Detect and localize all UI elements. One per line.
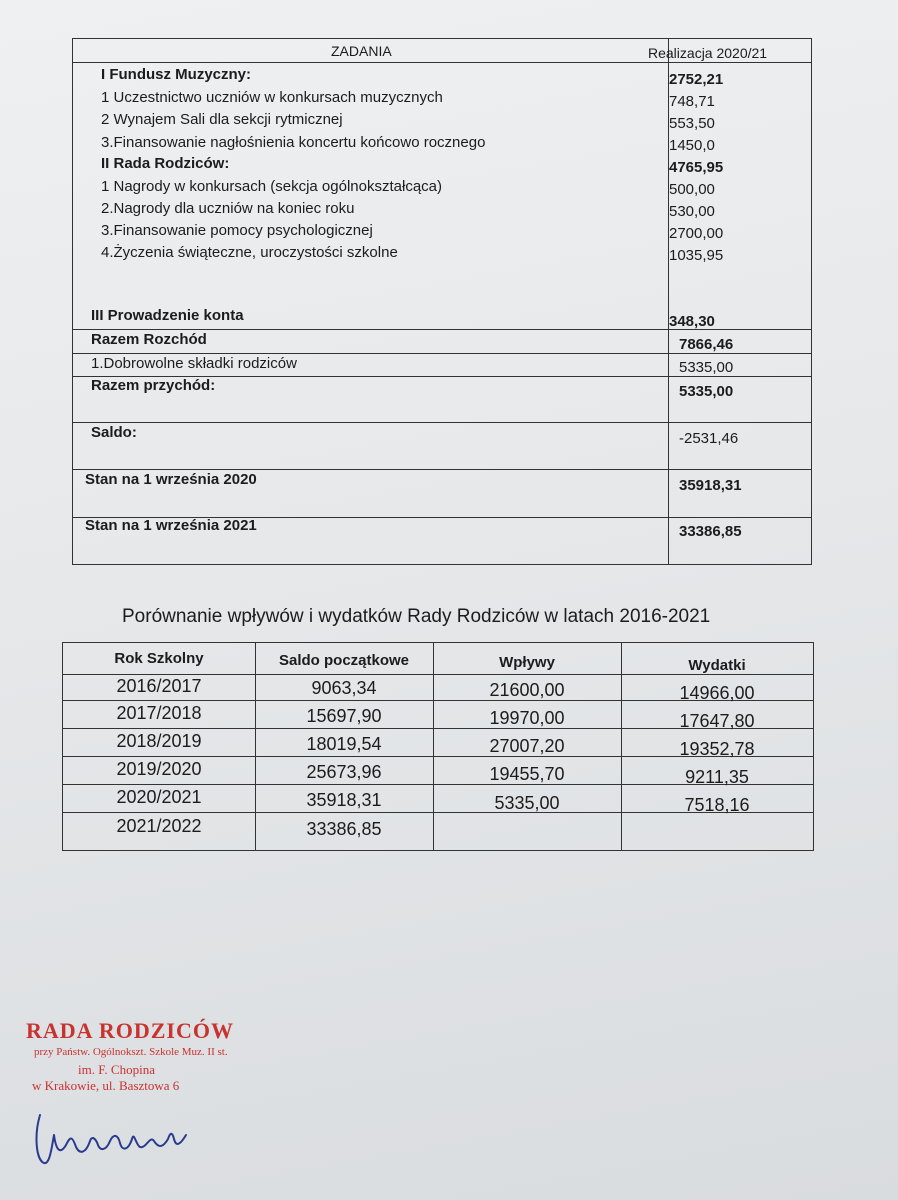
- budget-label: 1 Nagrody w konkursach (sekcja ogólnokształcąca): [101, 178, 442, 195]
- budget-value: 748,71: [669, 93, 715, 110]
- table-cell: 35918,31: [306, 790, 382, 810]
- table-cell: 14966,00: [679, 683, 755, 703]
- comparison-table: [62, 642, 814, 851]
- budget-label: III Prowadzenie konta: [91, 307, 244, 324]
- table-cell: 25673,96: [306, 762, 382, 782]
- stamp-line: w Krakowie, ul. Basztowa 6: [32, 1078, 180, 1093]
- table-cell: 9211,35: [685, 767, 749, 787]
- budget-label: 3.Finansowanie pomocy psychologicznej: [101, 222, 373, 239]
- budget-value: 33386,85: [679, 523, 742, 540]
- budget-value: 348,30: [669, 313, 715, 330]
- stamp-line: im. F. Chopina: [78, 1062, 155, 1077]
- table-cell: 27007,20: [489, 736, 565, 756]
- stamp-line: przy Państw. Ogólnokszt. Szkole Muz. II st.: [34, 1046, 228, 1058]
- budget-value: 500,00: [669, 181, 715, 198]
- budget-table: [72, 38, 812, 565]
- budget-value: 2752,21: [669, 71, 724, 88]
- budget-value: 5335,00: [679, 383, 734, 400]
- budget-label: Razem Rozchód: [91, 331, 207, 348]
- column-header: Saldo początkowe: [278, 652, 410, 669]
- table-cell: 2016/2017: [116, 676, 202, 696]
- table-cell: 19970,00: [489, 708, 565, 728]
- table-cell: 18019,54: [306, 734, 382, 754]
- budget-label: 4.Życzenia świąteczne, uroczystości szkolne: [101, 244, 398, 261]
- budget-label: Stan na 1 września 2020: [85, 471, 257, 488]
- budget-label: 1.Dobrowolne składki rodziców: [91, 355, 297, 372]
- table-cell: 5335,00: [494, 793, 560, 813]
- budget-label: 2.Nagrody dla uczniów na koniec roku: [101, 200, 355, 217]
- budget-value: 4765,95: [669, 159, 724, 176]
- row-divider: [73, 469, 811, 470]
- signature-icon: [30, 1105, 200, 1175]
- table-cell: 2018/2019: [116, 731, 202, 751]
- budget-value: 553,50: [669, 115, 715, 132]
- column-header: Wydatki: [688, 657, 746, 674]
- budget-label: Razem przychód:: [91, 377, 216, 394]
- budget-value: 1035,95: [669, 247, 724, 264]
- budget-value: 7866,46: [679, 336, 734, 353]
- table-cell: 15697,90: [306, 706, 382, 726]
- header-realization: Realizacja 2020/21: [648, 45, 768, 61]
- row-divider: [73, 422, 811, 423]
- table-cell: 2020/2021: [116, 787, 202, 807]
- table-cell: 2017/2018: [116, 703, 202, 723]
- budget-value: 530,00: [669, 203, 715, 220]
- stamp: [26, 1018, 234, 1093]
- budget-label: II Rada Rodziców:: [101, 155, 230, 172]
- table-cell: 33386,85: [306, 819, 382, 839]
- stamp-line: RADA RODZICÓW: [26, 1018, 234, 1043]
- header-divider: [73, 62, 811, 63]
- table-cell: 19352,78: [679, 739, 755, 759]
- column-header: Rok Szkolny: [114, 650, 204, 667]
- column-header: Wpływy: [499, 654, 555, 671]
- table-cell: 9063,34: [311, 678, 377, 698]
- table-cell: 7518,16: [684, 795, 750, 815]
- table-cell: 19455,70: [489, 764, 565, 784]
- budget-value: 2700,00: [669, 225, 724, 242]
- budget-label: Stan na 1 września 2021: [85, 517, 257, 534]
- budget-label: Saldo:: [91, 424, 137, 441]
- table-cell: 2021/2022: [116, 816, 202, 836]
- table-cell: 21600,00: [489, 680, 565, 700]
- budget-value: -2531,46: [679, 430, 739, 447]
- budget-label: 1 Uczestnictwo uczniów w konkursach muzycznych: [101, 89, 443, 106]
- header-tasks: ZADANIA: [331, 43, 392, 59]
- table-cell: 2019/2020: [116, 759, 202, 779]
- budget-value: 1450,0: [669, 137, 715, 154]
- table-cell: 17647,80: [679, 711, 755, 731]
- budget-label: I Fundusz Muzyczny:: [101, 66, 251, 83]
- comparison-title: Porównanie wpływów i wydatków Rady Rodziców w latach 2016-2021: [122, 606, 711, 627]
- budget-value: 35918,31: [679, 477, 742, 494]
- budget-value: 5335,00: [679, 359, 734, 376]
- budget-label: 3.Finansowanie nagłośnienia koncertu końcowo rocznego: [101, 134, 486, 151]
- budget-label: 2 Wynajem Sali dla sekcji rytmicznej: [101, 111, 343, 128]
